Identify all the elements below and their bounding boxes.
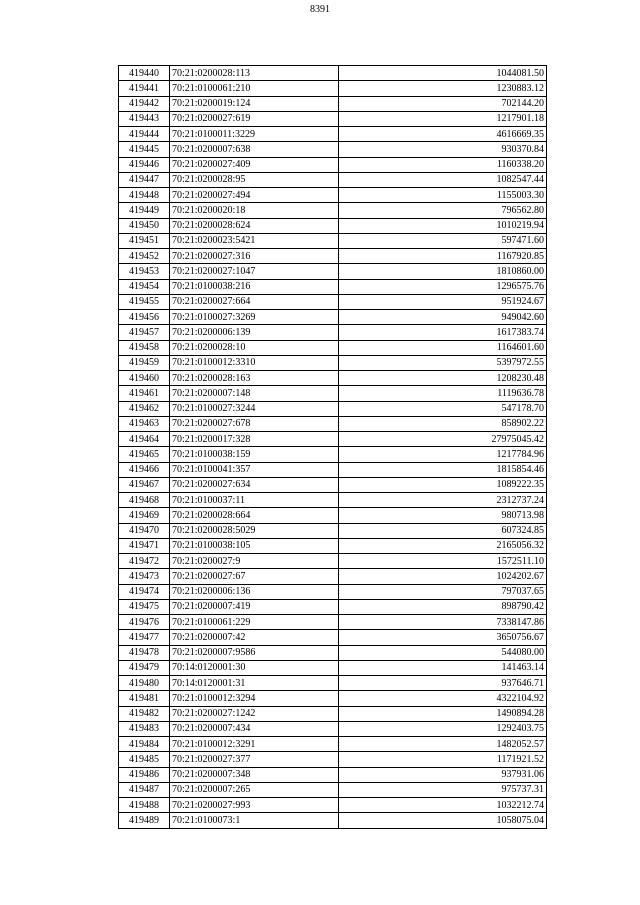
cadastral-number-cell: 70:21:0200027:619 [170,111,339,126]
cadastral-number-cell: 70:21:0200006:139 [170,325,339,340]
table-row [119,157,547,172]
cadastral-number-cell: 70:21:0200027:993 [170,798,339,813]
record-id-cell: 419460 [119,371,170,386]
cadastral-number-cell: 70:21:0200006:136 [170,584,339,599]
cadastral-value-cell: 7338147.86 [339,615,547,630]
cadastral-value-cell: 1032212.74 [339,798,547,813]
table-row [119,172,547,187]
cadastral-value-cell: 27975045.42 [339,432,547,447]
cadastral-number-cell: 70:21:0200028:95 [170,172,339,187]
cadastral-number-cell: 70:21:0200027:1047 [170,264,339,279]
record-id-cell: 419470 [119,523,170,538]
table-row [119,66,547,81]
cadastral-number-cell: 70:21:0200028:163 [170,371,339,386]
record-id-cell: 419448 [119,188,170,203]
table-row [119,401,547,416]
table-row [119,660,547,675]
table-row [119,737,547,752]
record-id-cell: 419458 [119,340,170,355]
record-id-cell: 419454 [119,279,170,294]
cadastral-value-cell: 980713.98 [339,508,547,523]
cadastral-number-cell: 70:21:0200028:664 [170,508,339,523]
cadastral-number-cell: 70:21:0200007:419 [170,599,339,614]
table-row [119,325,547,340]
cadastral-number-cell: 70:21:0100038:159 [170,447,339,462]
cadastral-number-cell: 70:21:0200007:148 [170,386,339,401]
record-id-cell: 419480 [119,676,170,691]
record-id-cell: 419441 [119,81,170,96]
record-id-cell: 419450 [119,218,170,233]
cadastral-number-cell: 70:21:0100012:3291 [170,737,339,752]
cadastral-number-cell: 70:21:0100027:3244 [170,401,339,416]
cadastral-value-cell: 1089222.35 [339,477,547,492]
cadastral-value-cell: 1230883.12 [339,81,547,96]
record-id-cell: 419472 [119,554,170,569]
record-id-cell: 419474 [119,584,170,599]
table-row [119,310,547,325]
cadastral-value-cell: 2312737.24 [339,493,547,508]
cadastral-value-cell: 1292403.75 [339,721,547,736]
cadastral-value-cell: 975737.31 [339,782,547,797]
record-id-cell: 419488 [119,798,170,813]
cadastral-number-cell: 70:21:0200027:67 [170,569,339,584]
record-id-cell: 419440 [119,66,170,81]
cadastral-number-cell: 70:21:0200007:42 [170,630,339,645]
record-id-cell: 419447 [119,172,170,187]
cadastral-number-cell: 70:21:0200027:1242 [170,706,339,721]
cadastral-value-cell: 1171921.52 [339,752,547,767]
cadastral-number-cell: 70:21:0100061:229 [170,615,339,630]
cadastral-value-cell: 1058075.04 [339,813,547,828]
cadastral-value-cell: 796562.80 [339,203,547,218]
cadastral-value-cell: 1490894.28 [339,706,547,721]
cadastral-value-cell: 597471.60 [339,233,547,248]
record-id-cell: 419465 [119,447,170,462]
cadastral-value-cell: 3650756.67 [339,630,547,645]
record-id-cell: 419444 [119,127,170,142]
record-id-cell: 419479 [119,660,170,675]
table-row [119,386,547,401]
cadastral-value-cell: 1010219.94 [339,218,547,233]
table-row [119,782,547,797]
cadastral-number-cell: 70:21:0100038:105 [170,538,339,553]
record-id-cell: 419484 [119,737,170,752]
record-id-cell: 419442 [119,96,170,111]
cadastral-number-cell: 70:21:0200028:10 [170,340,339,355]
cadastral-value-cell: 1572511.10 [339,554,547,569]
cadastral-number-cell: 70:21:0100073:1 [170,813,339,828]
cadastral-number-cell: 70:21:0200027:678 [170,416,339,431]
table-row [119,432,547,447]
table-row [119,798,547,813]
cadastral-value-cell: 1119636.78 [339,386,547,401]
cadastral-number-cell: 70:21:0200007:638 [170,142,339,157]
cadastral-number-cell: 70:21:0200027:634 [170,477,339,492]
cadastral-value-cell: 951924.67 [339,294,547,309]
cadastral-number-cell: 70:21:0200027:9 [170,554,339,569]
cadastral-value-cell: 1155003.30 [339,188,547,203]
table-row [119,767,547,782]
table-row [119,599,547,614]
record-id-cell: 419459 [119,355,170,370]
table-row [119,721,547,736]
cadastral-number-cell: 70:21:0200007:9586 [170,645,339,660]
table-row [119,630,547,645]
cadastral-value-cell: 2165056.32 [339,538,547,553]
cadastral-number-cell: 70:21:0200028:624 [170,218,339,233]
record-id-cell: 419456 [119,310,170,325]
cadastral-number-cell: 70:21:0100037:11 [170,493,339,508]
cadastral-value-cell: 607324.85 [339,523,547,538]
cadastral-value-cell: 547178.70 [339,401,547,416]
table-row [119,462,547,477]
cadastral-value-cell: 1217901.18 [339,111,547,126]
table-row [119,127,547,142]
cadastral-value-cell: 1482052.57 [339,737,547,752]
record-id-cell: 419476 [119,615,170,630]
record-id-cell: 419477 [119,630,170,645]
table-row [119,188,547,203]
record-id-cell: 419451 [119,233,170,248]
table-row [119,249,547,264]
cadastral-number-cell: 70:21:0200017:328 [170,432,339,447]
cadastral-value-cell: 1044081.50 [339,66,547,81]
record-id-cell: 419464 [119,432,170,447]
cadastral-number-cell: 70:21:0200023:5421 [170,233,339,248]
cadastral-number-cell: 70:21:0200028:5029 [170,523,339,538]
table-row [119,752,547,767]
cadastral-number-cell: 70:21:0200027:316 [170,249,339,264]
cadastral-number-cell: 70:14:0120001:31 [170,676,339,691]
table-row [119,81,547,96]
record-id-cell: 419487 [119,782,170,797]
record-id-cell: 419482 [119,706,170,721]
cadastral-value-cell: 930370.84 [339,142,547,157]
table-row [119,706,547,721]
cadastral-value-cell: 544080.00 [339,645,547,660]
cadastral-value-cell: 1024202.67 [339,569,547,584]
cadastral-number-cell: 70:21:0100012:3310 [170,355,339,370]
cadastral-value-cell: 1815854.46 [339,462,547,477]
record-id-cell: 419478 [119,645,170,660]
table-row [119,615,547,630]
cadastral-number-cell: 70:21:0100012:3294 [170,691,339,706]
cadastral-value-cell: 4616669.35 [339,127,547,142]
cadastral-value-cell: 1208230.48 [339,371,547,386]
cadastral-value-cell: 1164601.60 [339,340,547,355]
table-row [119,691,547,706]
table-row [119,371,547,386]
cadastral-value-cell: 702144.20 [339,96,547,111]
table-row [119,111,547,126]
table-row [119,508,547,523]
record-id-cell: 419457 [119,325,170,340]
cadastral-number-cell: 70:21:0100011:3229 [170,127,339,142]
page-number: 8391 [310,4,330,15]
record-id-cell: 419483 [119,721,170,736]
cadastral-value-cell: 141463.14 [339,660,547,675]
record-id-cell: 419475 [119,599,170,614]
table-row [119,584,547,599]
table-row [119,203,547,218]
table-row [119,294,547,309]
cadastral-value-cell: 1617383.74 [339,325,547,340]
table-row [119,416,547,431]
record-id-cell: 419446 [119,157,170,172]
table-row [119,554,547,569]
record-id-cell: 419485 [119,752,170,767]
table-row [119,523,547,538]
record-id-cell: 419481 [119,691,170,706]
cadastral-value-cell: 797037.65 [339,584,547,599]
cadastral-value-cell: 1160338.20 [339,157,547,172]
record-id-cell: 419486 [119,767,170,782]
cadastral-number-cell: 70:21:0200020:18 [170,203,339,218]
record-id-cell: 419489 [119,813,170,828]
cadastral-value-cell: 1810860.00 [339,264,547,279]
record-id-cell: 419467 [119,477,170,492]
cadastral-value-cell: 1217784.96 [339,447,547,462]
record-id-cell: 419443 [119,111,170,126]
table-row [119,279,547,294]
cadastral-number-cell: 70:14:0120001:30 [170,660,339,675]
cadastral-number-cell: 70:21:0200027:664 [170,294,339,309]
cadastral-number-cell: 70:21:0200027:377 [170,752,339,767]
record-id-cell: 419453 [119,264,170,279]
table-row [119,264,547,279]
table-row [119,447,547,462]
record-id-cell: 419449 [119,203,170,218]
cadastral-number-cell: 70:21:0200019:124 [170,96,339,111]
cadastral-value-cell: 4322104.92 [339,691,547,706]
record-id-cell: 419463 [119,416,170,431]
table-body [119,66,547,829]
table-row [119,538,547,553]
cadastral-value-cell: 937646.71 [339,676,547,691]
record-id-cell: 419461 [119,386,170,401]
table-row [119,477,547,492]
cadastral-value-cell: 937931.06 [339,767,547,782]
record-id-cell: 419469 [119,508,170,523]
record-id-cell: 419466 [119,462,170,477]
cadastral-number-cell: 70:21:0200028:113 [170,66,339,81]
table-row [119,569,547,584]
table-row [119,645,547,660]
cadastral-number-cell: 70:21:0200027:494 [170,188,339,203]
cadastral-number-cell: 70:21:0100041:357 [170,462,339,477]
table-row [119,233,547,248]
record-id-cell: 419462 [119,401,170,416]
table-row [119,813,547,828]
cadastral-number-cell: 70:21:0100027:3269 [170,310,339,325]
cadastral-value-cell: 898790.42 [339,599,547,614]
table-row [119,218,547,233]
table-row [119,355,547,370]
cadastral-value-table [118,65,547,829]
record-id-cell: 419471 [119,538,170,553]
cadastral-value-cell: 949042.60 [339,310,547,325]
record-id-cell: 419445 [119,142,170,157]
cadastral-number-cell: 70:21:0200007:434 [170,721,339,736]
table-row [119,96,547,111]
table-row [119,493,547,508]
cadastral-value-cell: 1082547.44 [339,172,547,187]
record-id-cell: 419452 [119,249,170,264]
cadastral-number-cell: 70:21:0200007:348 [170,767,339,782]
table-row [119,142,547,157]
cadastral-value-cell: 1167920.85 [339,249,547,264]
cadastral-number-cell: 70:21:0100038:216 [170,279,339,294]
cadastral-value-cell: 1296575.76 [339,279,547,294]
table-row [119,676,547,691]
cadastral-value-cell: 858902.22 [339,416,547,431]
record-id-cell: 419455 [119,294,170,309]
cadastral-value-cell: 5397972.55 [339,355,547,370]
table-row [119,340,547,355]
record-id-cell: 419468 [119,493,170,508]
cadastral-number-cell: 70:21:0200007:265 [170,782,339,797]
cadastral-number-cell: 70:21:0200027:409 [170,157,339,172]
record-id-cell: 419473 [119,569,170,584]
cadastral-number-cell: 70:21:0100061:210 [170,81,339,96]
